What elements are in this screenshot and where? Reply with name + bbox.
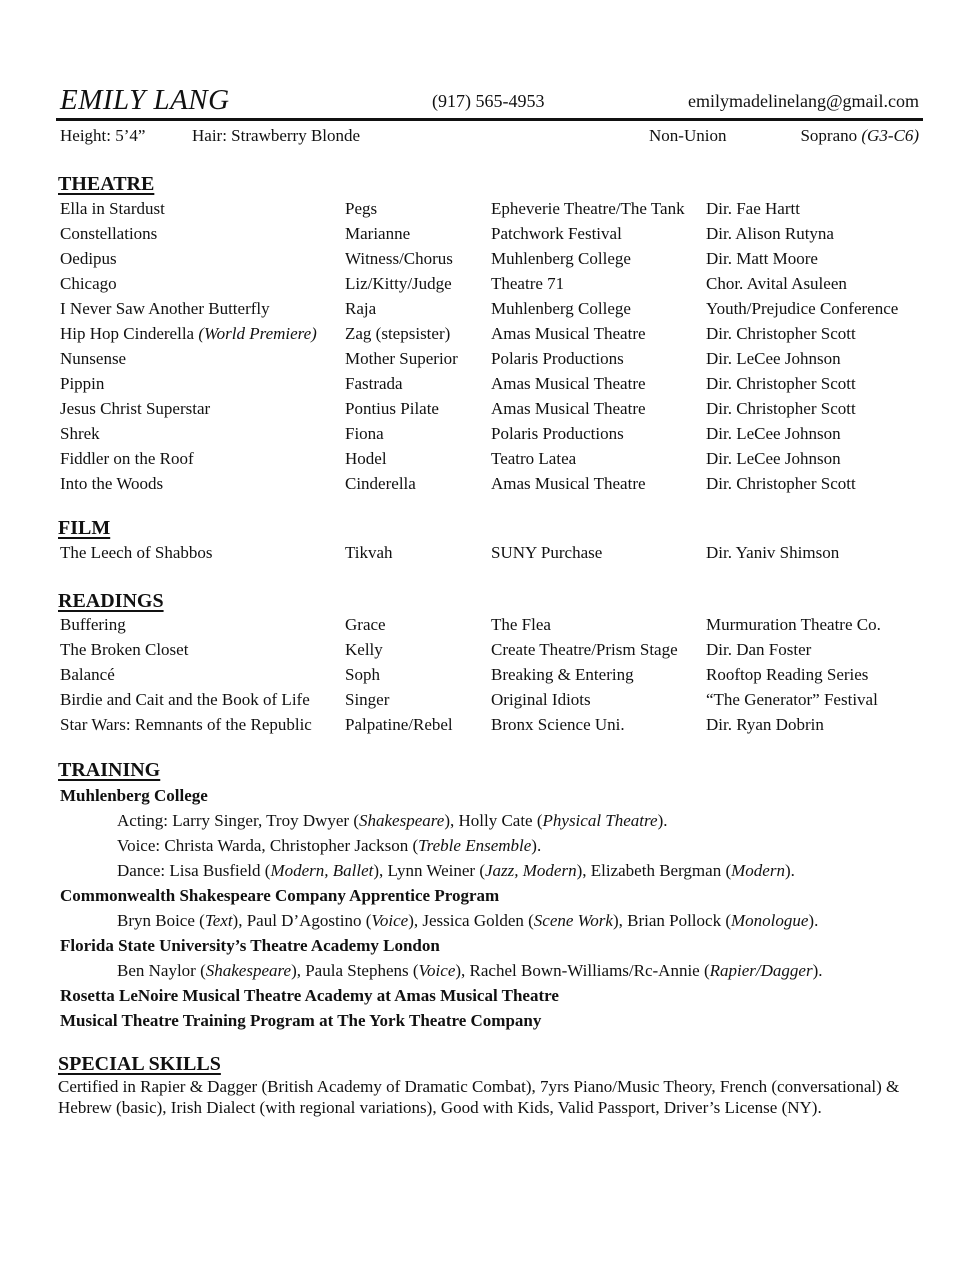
- credit-role: Mother Superior: [345, 349, 458, 368]
- credit-venue: Theatre 71: [491, 274, 565, 293]
- credit-director: Dir. LeCee Johnson: [706, 449, 841, 468]
- credit-title: Nunsense: [60, 349, 127, 368]
- credit-role: Pontius Pilate: [345, 399, 439, 418]
- credit-role: Fiona: [345, 424, 384, 443]
- credit-director: Chor. Avital Asuleen: [706, 274, 847, 293]
- credit-venue: SUNY Purchase: [491, 543, 603, 562]
- credit-title: Shrek: [60, 424, 100, 443]
- credit-row: [60, 665, 940, 690]
- credit-director: Murmuration Theatre Co.: [706, 615, 881, 634]
- credit-role: Grace: [345, 615, 386, 634]
- credit-row: [60, 615, 940, 640]
- credit-row: [60, 640, 940, 665]
- credit-row: [60, 274, 940, 299]
- credit-row: [60, 424, 940, 449]
- credit-director: Dir. Christopher Scott: [706, 324, 856, 343]
- credit-venue: Create Theatre/Prism Stage: [491, 640, 678, 659]
- credit-row: [60, 474, 940, 499]
- header-divider: [56, 118, 923, 121]
- credit-venue: Breaking & Entering: [491, 665, 634, 684]
- credit-director: Dir. Ryan Dobrin: [706, 715, 824, 734]
- credit-venue: The Flea: [491, 615, 551, 634]
- voice-type: [800, 126, 919, 146]
- credit-director: Dir. Matt Moore: [706, 249, 818, 268]
- hair-stat: Hair: Strawberry Blonde: [192, 126, 361, 145]
- credit-role: Witness/Chorus: [345, 249, 453, 268]
- credit-role: Kelly: [345, 640, 383, 659]
- credit-role: Singer: [345, 690, 390, 709]
- credit-director: Dir. Christopher Scott: [706, 474, 856, 493]
- training-school-muhlenberg: Muhlenberg College: [60, 786, 208, 805]
- theatre-heading: THEATRE: [58, 173, 155, 195]
- skills-heading: SPECIAL SKILLS: [58, 1053, 221, 1075]
- credit-venue: Bronx Science Uni.: [491, 715, 625, 734]
- credit-row: [60, 324, 940, 349]
- credit-title: The Broken Closet: [60, 640, 189, 659]
- credit-director: Dir. LeCee Johnson: [706, 349, 841, 368]
- credit-row: [60, 543, 940, 568]
- credit-title: Ella in Stardust: [60, 199, 165, 218]
- voice-range: (G3-C6): [861, 126, 919, 145]
- height-stat: Height: 5’4”: [60, 126, 146, 145]
- credit-title: Chicago: [60, 274, 117, 293]
- credit-director: Dir. Fae Hartt: [706, 199, 800, 218]
- credit-venue: Polaris Productions: [491, 349, 624, 368]
- union-status: Non-Union: [649, 126, 727, 145]
- credit-title: Jesus Christ Superstar: [60, 399, 211, 418]
- credit-title: I Never Saw Another Butterfly: [60, 299, 270, 318]
- credit-director: Youth/Prejudice Conference: [706, 299, 899, 318]
- training-voice: Voice: Christa Warda, Christopher Jackson (Treble Ensemble).: [117, 836, 542, 855]
- credit-title: Fiddler on the Roof: [60, 449, 194, 468]
- credit-director: Rooftop Reading Series: [706, 665, 869, 684]
- credit-row: [60, 374, 940, 399]
- credit-title: The Leech of Shabbos: [60, 543, 213, 562]
- credit-row: [60, 299, 940, 324]
- credit-venue: Original Idiots: [491, 690, 591, 709]
- credit-role: Cinderella: [345, 474, 416, 493]
- credit-row: [60, 399, 940, 424]
- training-heading: TRAINING: [58, 759, 161, 781]
- premiere-note: (World Premiere): [198, 324, 317, 343]
- credit-row: [60, 690, 940, 715]
- credit-role: Pegs: [345, 199, 378, 218]
- credit-venue: Amas Musical Theatre: [491, 374, 646, 393]
- training-list: [60, 785, 940, 1035]
- credit-row: [60, 349, 940, 374]
- credit-director: Dir. Dan Foster: [706, 640, 812, 659]
- credit-director: “The Generator” Festival: [706, 690, 878, 709]
- credit-title: Into the Woods: [60, 474, 164, 493]
- film-credits: [60, 543, 940, 568]
- credit-director: Dir. Christopher Scott: [706, 399, 856, 418]
- credit-venue: Patchwork Festival: [491, 224, 622, 243]
- credit-title: [60, 324, 317, 344]
- film-heading: FILM: [58, 517, 111, 539]
- credit-venue: Amas Musical Theatre: [491, 474, 646, 493]
- readings-credits: [60, 615, 940, 740]
- training-school-york: Musical Theatre Training Program at The York Theatre Company: [60, 1011, 542, 1030]
- training-dance: Dance: Lisa Busfield (Modern, Ballet), Lynn Weiner (Jazz, Modern), Elizabeth Bergman (Modern).: [117, 861, 795, 880]
- training-fsu-teachers: Ben Naylor (Shakespeare), Paula Stephens (Voice), Rachel Bown-Williams/Rc-Annie (Rapier/Dagger).: [117, 961, 823, 980]
- voice-type-label: Soprano: [800, 126, 858, 145]
- credit-venue: Muhlenberg College: [491, 299, 631, 318]
- training-school-commonwealth: Commonwealth Shakespeare Company Apprentice Program: [60, 886, 500, 905]
- credit-row: [60, 199, 940, 224]
- theatre-credits: [60, 199, 940, 499]
- credit-title: Oedipus: [60, 249, 117, 268]
- credit-row: [60, 715, 940, 740]
- credit-venue: Epheverie Theatre/The Tank: [491, 199, 685, 218]
- credit-role: Raja: [345, 299, 377, 318]
- training-school-fsu: Florida State University’s Theatre Academy London: [60, 936, 440, 955]
- credit-venue: Amas Musical Theatre: [491, 324, 646, 343]
- credit-title: Birdie and Cait and the Book of Life: [60, 690, 310, 709]
- skills-text: Certified in Rapier & Dagger (British Academy of Dramatic Combat), 7yrs Piano/Music Theory, French (conversational) & Hebrew (basic), Irish Dialect (with regional variations), Good with Kids, Valid Passport, Driver’s License (NY).: [58, 1077, 900, 1117]
- credit-venue: Polaris Productions: [491, 424, 624, 443]
- credit-row: [60, 224, 940, 249]
- credit-title: Balancé: [60, 665, 115, 684]
- credit-title: Pippin: [60, 374, 105, 393]
- credit-title: Buffering: [60, 615, 126, 634]
- credit-venue: Muhlenberg College: [491, 249, 631, 268]
- phone-number: (917) 565-4953: [432, 91, 545, 111]
- credit-director: Dir. Alison Rutyna: [706, 224, 834, 243]
- credit-venue: Teatro Latea: [491, 449, 577, 468]
- training-commonwealth-teachers: Bryn Boice (Text), Paul D’Agostino (Voice), Jessica Golden (Scene Work), Brian Pollock (Monologue).: [117, 911, 819, 930]
- credit-role: Liz/Kitty/Judge: [345, 274, 452, 293]
- credit-role: Fastrada: [345, 374, 403, 393]
- actor-name: EMILY LANG: [60, 84, 230, 116]
- email-address: emilymadelinelang@gmail.com: [687, 91, 919, 111]
- credit-title: Star Wars: Remnants of the Republic: [60, 715, 312, 734]
- credit-row: [60, 249, 940, 274]
- credit-row: [60, 449, 940, 474]
- credit-director: Dir. Christopher Scott: [706, 374, 856, 393]
- credit-role: Hodel: [345, 449, 387, 468]
- credit-role: Zag (stepsister): [345, 324, 451, 343]
- credit-director: Dir. Yaniv Shimson: [706, 543, 840, 562]
- credit-venue: Amas Musical Theatre: [491, 399, 646, 418]
- credit-role: Palpatine/Rebel: [345, 715, 453, 734]
- credit-director: Dir. LeCee Johnson: [706, 424, 841, 443]
- training-acting: Acting: Larry Singer, Troy Dwyer (Shakespeare), Holly Cate (Physical Theatre).: [117, 811, 668, 830]
- readings-heading: READINGS: [58, 590, 164, 612]
- credit-title-text: Hip Hop Cinderella: [60, 324, 195, 343]
- credit-role: Tikvah: [345, 543, 393, 562]
- credit-title: Constellations: [60, 224, 158, 243]
- credit-role: Soph: [345, 665, 380, 684]
- training-school-rosetta: Rosetta LeNoire Musical Theatre Academy at Amas Musical Theatre: [60, 986, 559, 1005]
- credit-role: Marianne: [345, 224, 411, 243]
